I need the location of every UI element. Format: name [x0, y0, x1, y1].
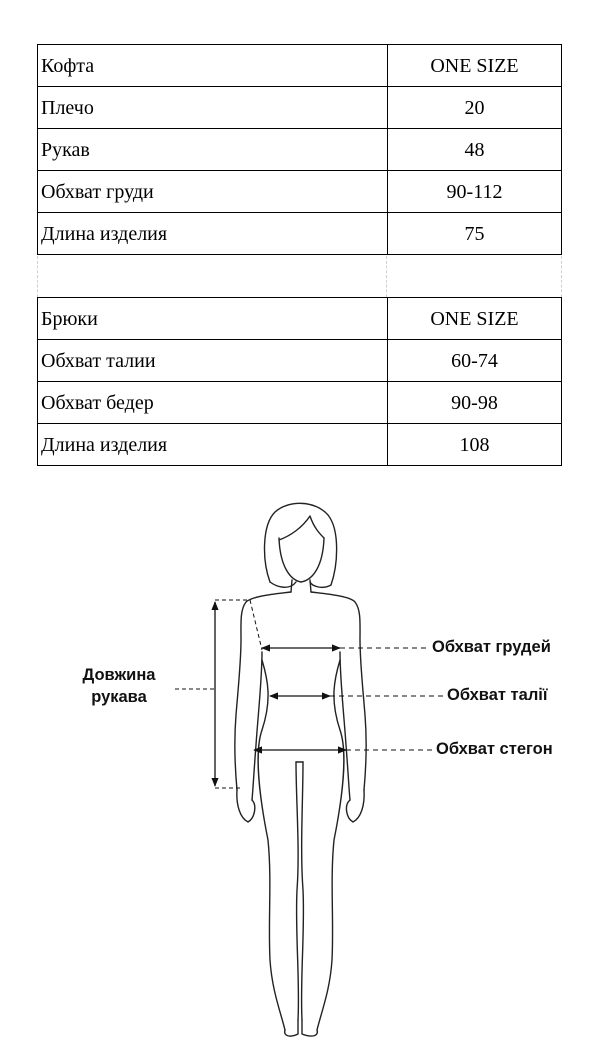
- table-cell-garment: Кофта: [38, 45, 388, 87]
- table-cell-size: ONE SIZE: [388, 298, 562, 340]
- sleeve-length-label: [60, 664, 178, 708]
- measurement-lines: [175, 600, 443, 788]
- waist-label: Обхват талії: [447, 686, 548, 704]
- table-cell-label: Длина изделия: [38, 213, 388, 255]
- table-cell-value: 48: [388, 129, 562, 171]
- table-row: [38, 340, 562, 382]
- table-cell-value: 60-74: [388, 340, 562, 382]
- table-cell-label: Рукав: [38, 129, 388, 171]
- table-cell-label: Обхват талии: [38, 340, 388, 382]
- table-cell-label: Обхват бедер: [38, 382, 388, 424]
- sleeve-length-label-line2: рукава: [91, 688, 147, 706]
- table-cell-size: ONE SIZE: [388, 45, 562, 87]
- table-gap-divider: [561, 256, 562, 297]
- bust-label: Обхват грудей: [432, 638, 551, 656]
- hips-label: Обхват стегон: [436, 740, 553, 758]
- table-cell-label: Обхват груди: [38, 171, 388, 213]
- table-cell-value: 20: [388, 87, 562, 129]
- table-header-row: [38, 298, 562, 340]
- table-gap-divider: [37, 256, 38, 297]
- table-row: [38, 424, 562, 466]
- table-row: [38, 129, 562, 171]
- table-row: [38, 213, 562, 255]
- table-cell-value: 108: [388, 424, 562, 466]
- table-cell-garment: Брюки: [38, 298, 388, 340]
- body-measurement-figure: [0, 490, 600, 1061]
- table-gap-divider: [386, 256, 387, 297]
- table-row: [38, 171, 562, 213]
- sleeve-length-label-line1: Довжина: [82, 666, 156, 684]
- table-row: [38, 382, 562, 424]
- body-outline: [235, 503, 366, 1036]
- table-cell-value: 90-112: [388, 171, 562, 213]
- table-cell-label: Плечо: [38, 87, 388, 129]
- jacket-size-table: [37, 44, 562, 255]
- table-header-row: [38, 45, 562, 87]
- pants-size-table: [37, 297, 562, 466]
- table-cell-value: 75: [388, 213, 562, 255]
- table-cell-value: 90-98: [388, 382, 562, 424]
- table-row: [38, 87, 562, 129]
- table-cell-label: Длина изделия: [38, 424, 388, 466]
